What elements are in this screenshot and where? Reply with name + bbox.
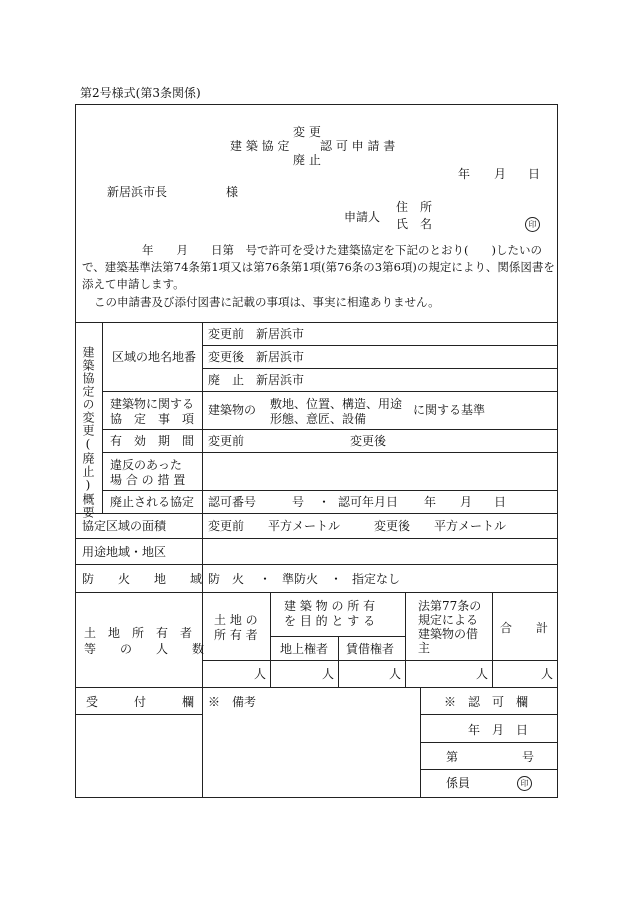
- art77-1: 法第77条の: [418, 599, 482, 613]
- area-size-unit-1: 平方メートル: [268, 519, 341, 533]
- row-line: [75, 322, 558, 323]
- row-line: [102, 391, 558, 392]
- permit-date-label: 認可年月日: [338, 495, 399, 509]
- permit-day: 日: [494, 495, 507, 509]
- area-name-label: 区域の地名地番: [112, 350, 197, 364]
- addressee-mayor: 新居浜市長: [107, 185, 168, 199]
- zoning-label: 用途地域・地区: [82, 545, 167, 559]
- col-line: [420, 687, 421, 797]
- row-line: [420, 769, 558, 770]
- applicant-name-label: 氏 名: [396, 217, 433, 231]
- title-abolish: 廃 止: [293, 153, 321, 167]
- row-line: [75, 592, 558, 593]
- matters-label-2: 協 定 事 項: [110, 412, 195, 426]
- date-month: 月: [494, 167, 507, 181]
- addressee-honorific: 様: [226, 185, 239, 199]
- applicant-seal-icon: 印: [525, 217, 540, 232]
- row-line: [75, 687, 558, 688]
- owners-label-1: 土 地 所 有 者: [84, 626, 193, 640]
- unit-lease: 人: [389, 667, 402, 681]
- row-line: [75, 513, 558, 514]
- unit-total: 人: [541, 667, 554, 681]
- area-size-after: 変更後: [374, 519, 411, 533]
- row-line: [102, 452, 558, 453]
- fire-opt-none: 指定なし: [352, 572, 401, 586]
- col-line: [102, 322, 103, 513]
- row-line: [202, 345, 558, 346]
- frame-top: [75, 104, 558, 105]
- col-line: [202, 322, 203, 797]
- approval-no-left: 第: [446, 750, 459, 764]
- art77-4: 主: [418, 641, 431, 655]
- unit-surface: 人: [322, 667, 335, 681]
- fire-sep-1: ・: [259, 572, 272, 586]
- abolished-label: 廃止される協定: [110, 495, 195, 509]
- remarks-label: ※ 備考: [208, 695, 257, 709]
- area-before: 変更前 新居浜市: [208, 327, 305, 341]
- area-after: 変更後 新居浜市: [208, 350, 305, 364]
- row-line: [420, 742, 558, 743]
- form-number-label: 第2号様式(第3条関係): [80, 86, 201, 100]
- col-line: [405, 592, 406, 687]
- applicant-label: 申請人: [344, 210, 381, 224]
- date-year: 年: [458, 167, 471, 181]
- lease-rights-label: 賃借権者: [346, 642, 395, 656]
- permit-month: 月: [460, 495, 473, 509]
- title-agreement: 建 築 協 定: [230, 139, 290, 153]
- permit-go: 号: [292, 495, 305, 509]
- frame-left: [75, 104, 76, 798]
- approval-clerk-label: 係員: [446, 776, 471, 790]
- art77-2: 規定による: [418, 613, 479, 627]
- row-line: [102, 429, 558, 430]
- unit-land: 人: [254, 667, 267, 681]
- total-label: 合 計: [500, 621, 549, 635]
- matters-prefix: 建築物の: [208, 403, 257, 417]
- area-size-unit-2: 平方メートル: [434, 519, 507, 533]
- validity-before: 変更前: [208, 434, 245, 448]
- title-application: 認 可 申 請 書: [320, 139, 396, 153]
- matters-items-1: 敷地、位置、構造、用途: [270, 397, 403, 411]
- bldg-purpose-1: 建 築 物 の 所 有: [284, 599, 376, 613]
- row-line: [202, 660, 558, 661]
- row-line: [75, 714, 202, 715]
- owners-label-2: 等 の 人 数: [84, 642, 205, 656]
- matters-items-2: 形態、意匠、設備: [270, 412, 367, 426]
- abolished-dot: ・: [318, 495, 331, 509]
- row-line: [420, 714, 558, 715]
- unit-art77: 人: [476, 667, 489, 681]
- section-outline-label: 建築協定の変更(廃止)概要: [81, 346, 95, 519]
- row-line: [202, 368, 558, 369]
- permit-year: 年: [424, 495, 437, 509]
- approval-date: 年 月 日: [468, 723, 529, 737]
- fire-zone-label: 防 火 地 域: [82, 572, 203, 586]
- land-owner-2: 所 有 者: [214, 628, 258, 642]
- row-line: [75, 538, 558, 539]
- art77-3: 建築物の借: [418, 627, 479, 641]
- validity-label: 有 効 期 間: [110, 434, 195, 448]
- matters-label-1: 建築物に関する: [110, 397, 195, 411]
- col-line: [338, 636, 339, 687]
- fire-opt-fireproof: 防 火: [208, 572, 245, 586]
- row-line: [75, 564, 558, 565]
- fire-opt-semi: 準防火: [282, 572, 319, 586]
- clerk-seal-icon: 印: [517, 776, 532, 791]
- row-line: [102, 490, 558, 491]
- application-body-text: 年 月 日第 号で許可を受けた建築協定を下記のとおり( )したいので、建築基準法第74条第1項又は第76条第1項(第76条の3第6項)の規定により、関係図書を添えて申請します。: [82, 243, 555, 291]
- col-line: [492, 592, 493, 687]
- violation-label-2: 場 合 の 措 置: [110, 473, 186, 487]
- bldg-purpose-2: を 目 的 と す る: [284, 614, 376, 628]
- land-owner-1: 土 地 の: [214, 613, 258, 627]
- frame-bottom: [75, 797, 558, 798]
- approval-title: ※ 認 可 欄: [444, 695, 529, 709]
- col-line: [270, 592, 271, 687]
- permit-number-label: 認可番号: [208, 495, 257, 509]
- applicant-address-label: 住 所: [396, 200, 433, 214]
- fire-sep-2: ・: [330, 572, 343, 586]
- surface-rights-label: 地上権者: [280, 642, 329, 656]
- area-size-before: 変更前: [208, 519, 245, 533]
- title-change: 変 更: [293, 125, 321, 139]
- matters-suffix: に関する基準: [413, 403, 486, 417]
- validity-after: 変更後: [350, 434, 387, 448]
- date-day: 日: [528, 167, 541, 181]
- declaration-text: この申請書及び添付図書に記載の事項は、事実に相違ありません。: [94, 295, 440, 309]
- approval-no-right: 号: [522, 750, 535, 764]
- violation-label-1: 違反のあった: [110, 458, 182, 472]
- reception-label: 受 付 欄: [86, 695, 195, 709]
- area-size-label: 協定区域の面積: [82, 519, 167, 533]
- area-abolish: 廃 止 新居浜市: [208, 373, 305, 387]
- frame-right: [557, 104, 558, 798]
